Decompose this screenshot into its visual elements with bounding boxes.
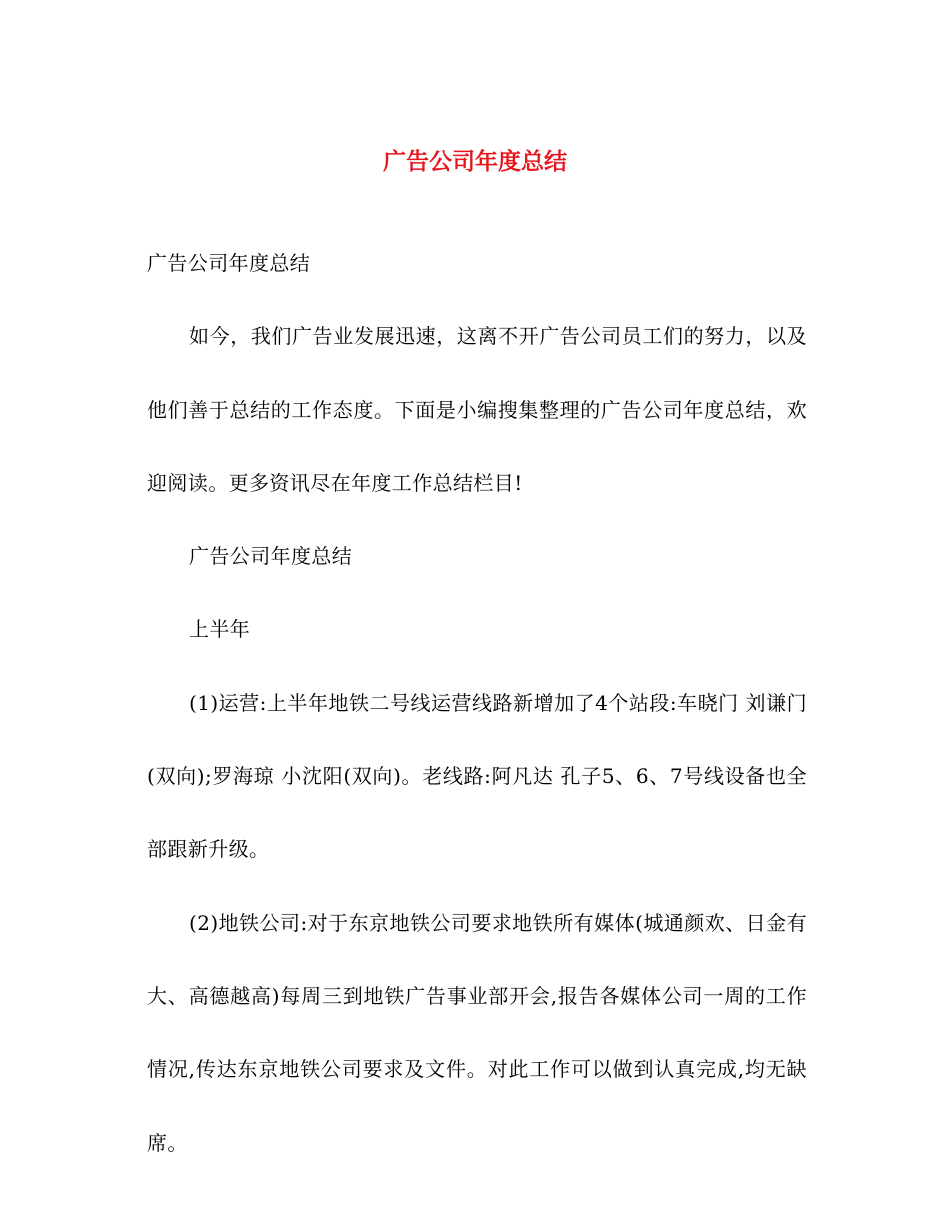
document-body xyxy=(147,227,807,1180)
intro-paragraph: 如今，我们广告业发展迅速，这离不开广告公司员工们的努力，以及他们善于总结的工作态度。下面是小编搜集整理的广告公司年度总结，欢迎阅读。更多资讯尽在年度工作总结栏目! xyxy=(147,324,807,495)
metro-company-paragraph: (2)地铁公司:对于东京地铁公司要求地铁所有媒体(城通颜欢、日金有大、高德越高)每周三到地铁广告事业部开会,报告各媒体公司一周的工作情况,传达东京地铁公司要求及文件。对此工作可以做到认真完成,均无缺席。 xyxy=(147,910,807,1155)
document-title: 广告公司年度总结 xyxy=(383,148,567,175)
subsection-heading: 上半年 xyxy=(189,617,251,642)
body-heading: 广告公司年度总结 xyxy=(147,251,311,275)
operations-paragraph: (1)运营:上半年地铁二号线运营线路新增加了4个站段:车晓门 刘谦门(双向);罗海琼 小沈阳(双向)。老线路:阿凡达 孔子5、6、7号线设备也全部跟新升级。 xyxy=(147,690,807,862)
section-heading: 广告公司年度总结 xyxy=(189,544,353,569)
